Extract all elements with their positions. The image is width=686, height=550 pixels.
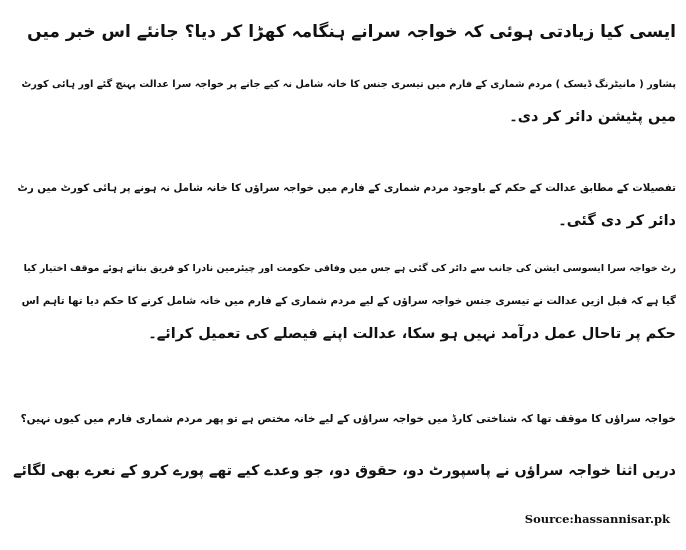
article-title: ایسی کیا زیادتی ہوئی کہ خواجہ سرانے ہنگامہ کھڑا کر دیا؟ جانئے اس خبر میں: [27, 22, 676, 42]
source-credit: Source:hassannisar.pk: [524, 512, 670, 526]
paragraph-1: [8, 68, 676, 134]
paragraph-3: [8, 252, 676, 351]
paragraph-5-line-1: دریں اثنا خواجہ سراؤں نے پاسپورٹ دو، حقوق دو، جو وعدے کیے تھے پورے کرو کے نعرے بھی لگائے: [13, 463, 676, 479]
paragraph-2: [8, 172, 676, 238]
paragraph-3-line-2: گیا ہے کہ قبل ازیں عدالت نے تیسری جنس خواجہ سراؤں کے لیے مردم شماری کے فارم میں خانہ شامل کرنے کا حکم دیا تھا تاہم اس: [21, 295, 676, 307]
paragraph-3-line-1: رٹ خواجہ سرا ایسوسی ایشن کی جانب سے دائر کی گئی ہے جس میں وفاقی حکومت اور چیئرمین نادرا کو فریق بناتے ہوئے موقف اختیار کیا: [23, 263, 676, 274]
paragraph-2-line-1: تفصیلات کے مطابق عدالت کے حکم کے باوجود مردم شماری کے فارم میں خواجہ سراؤں کا خانہ شامل نہ ہونے پر ہائی کورٹ میں رٹ: [17, 182, 676, 194]
paragraph-4-line-1: خواجہ سراؤں کا موقف تھا کہ شناختی کارڈ میں خواجہ سراؤں کے لیے خانہ مختص ہے تو پھر مردم شماری فارم میں کیوں نہیں؟: [20, 413, 676, 425]
paragraph-4: [8, 403, 676, 436]
paragraph-2-line-2: دائر کر دی گئی۔: [558, 213, 676, 229]
paragraph-5: [8, 455, 676, 488]
article: [8, 0, 676, 550]
paragraph-3-line-3: حکم پر تاحال عمل درآمد نہیں ہو سکا، عدالت اپنے فیصلے کی تعمیل کرائے۔: [148, 326, 676, 342]
paragraph-1-line-1: پشاور ( مانیٹرنگ ڈیسک ) مردم شماری کے فارم میں تیسری جنس کا خانہ شامل نہ کیے جانے پر خواجہ سرا عدالت پہنچ گئے اور ہائی کورٹ: [21, 79, 676, 90]
paragraph-1-line-2: میں پٹیشن دائر کر دی۔: [509, 109, 676, 125]
